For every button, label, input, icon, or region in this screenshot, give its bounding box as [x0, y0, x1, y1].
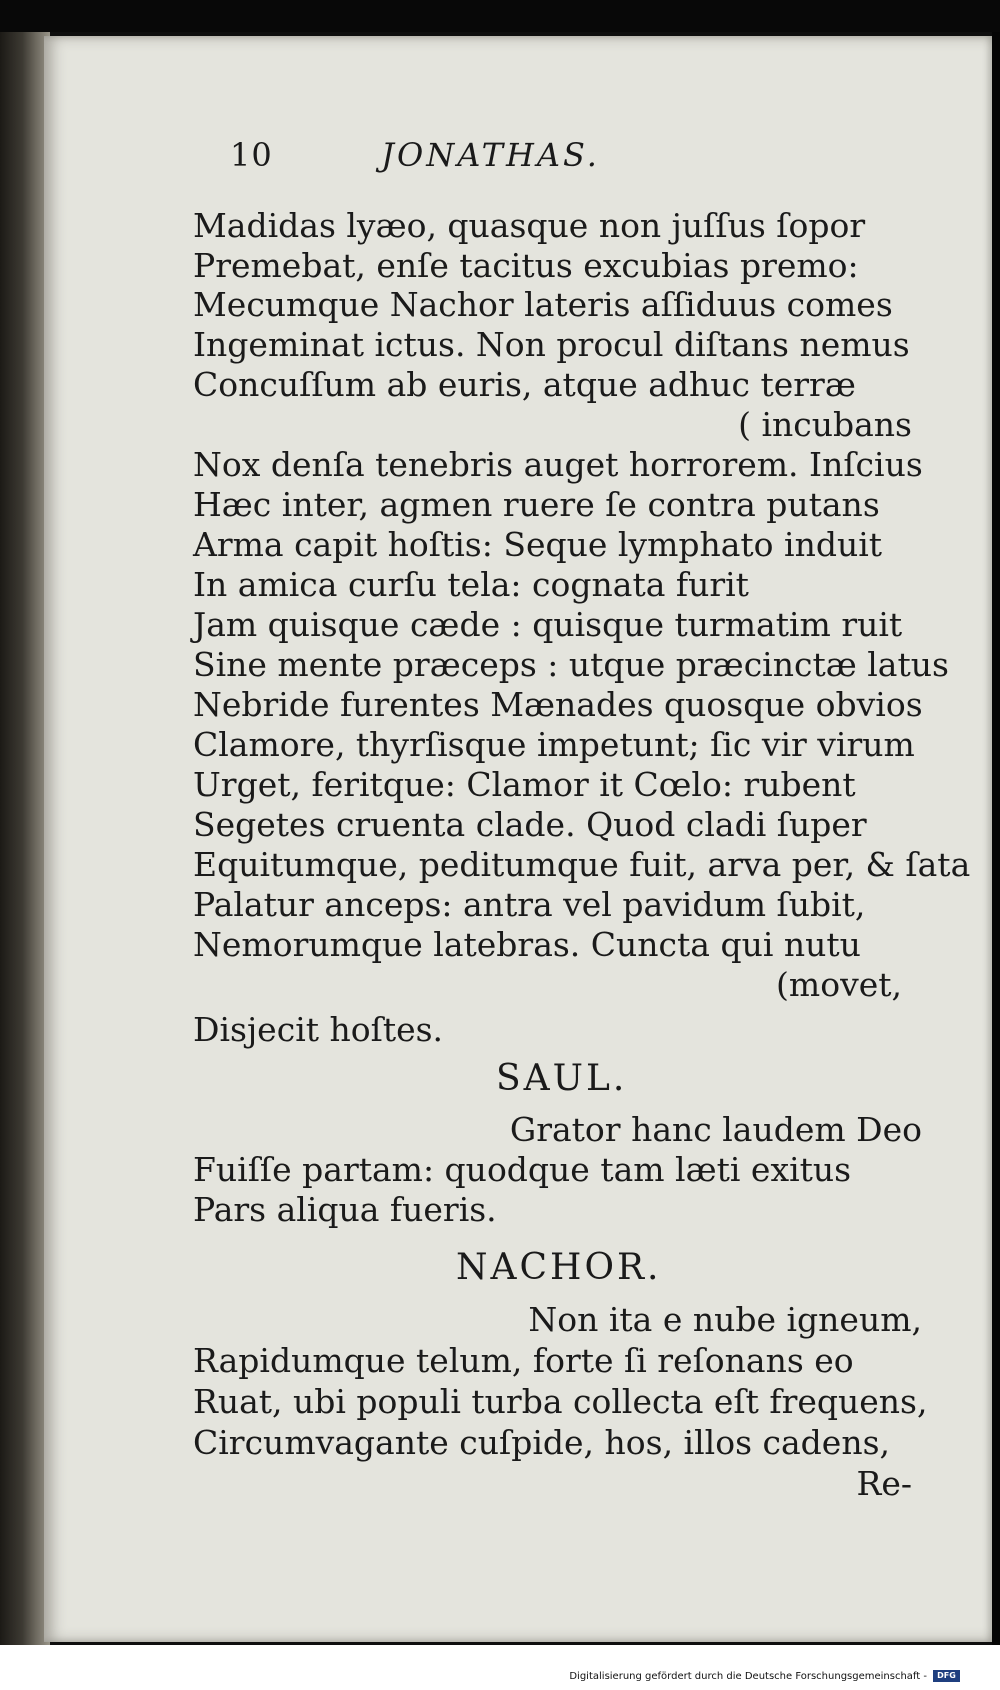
- page-text: [44, 36, 992, 1642]
- verse-line: Hæc inter, agmen ruere ſe contra putans: [193, 485, 880, 524]
- speaker-heading-saul: SAUL.: [496, 1058, 628, 1099]
- book-spine: [0, 32, 50, 1645]
- verse-line: Rapidumque telum, forte ſi reſonans eo: [193, 1341, 854, 1380]
- verse-line: Disjecit hoſtes.: [193, 1010, 444, 1049]
- verse-line: Fuiſſe partam: quodque tam læti exitus: [193, 1150, 852, 1189]
- verse-line: Clamore, thyrſisque impetunt; ſic vir virum: [193, 725, 915, 764]
- verse-line: Nebride furentes Mænades quosque obvios: [193, 685, 923, 724]
- verse-line: Nox denſa tenebris auget horrorem. Inſcius: [193, 445, 923, 484]
- scan-background-right: [992, 32, 1000, 1645]
- page-number: 10: [230, 136, 273, 174]
- verse-line: Madidas lyæo, quasque non juſſus ſopor: [193, 206, 866, 245]
- verse-line: Mecumque Nachor lateris aſſiduus comes: [193, 285, 893, 324]
- verse-line: Equitumque, peditumque fuit, arva per, & ſata: [193, 845, 971, 884]
- verse-line: Grator hanc laudem Deo: [509, 1110, 922, 1149]
- page-header: [230, 136, 600, 174]
- verse-line: Pars aliqua fueris.: [193, 1190, 497, 1229]
- credit-text: Digitalisierung gefördert durch die Deutsche Forschungsgemeinschaft -: [569, 1670, 927, 1682]
- verse-line: Non ita e nube igneum,: [528, 1300, 922, 1339]
- verse-line: Nemorumque latebras. Cuncta qui nutu: [193, 925, 861, 964]
- digitization-credit: [569, 1668, 960, 1684]
- verse-line: Urget, feritque: Clamor it Cœlo: rubent: [193, 765, 856, 804]
- verse-line: Ingeminat ictus. Non procul diſtans nemus: [193, 325, 910, 364]
- verse-line-turnover: ( incubans: [738, 405, 912, 444]
- verse-line: Segetes cruenta clade. Quod cladi ſuper: [193, 805, 867, 844]
- book-page: [44, 36, 992, 1642]
- verse-line: Arma capit hoſtis: Seque lymphato induit: [193, 525, 883, 564]
- verse-line: Concuſſum ab euris, atque adhuc terræ: [193, 365, 856, 404]
- verse-line: Circumvagante cuſpide, hos, illos cadens,: [193, 1423, 890, 1462]
- verse-line: Jam quisque cæde : quisque turmatim ruit: [193, 605, 903, 644]
- verse-line: Sine mente præceps : utque præcinctæ latus: [193, 645, 949, 684]
- verse-line: Palatur anceps: antra vel pavidum ſubit,: [193, 885, 866, 924]
- scan-background-top: [0, 0, 1000, 32]
- speaker-heading-nachor: NACHOR.: [456, 1247, 662, 1288]
- dfg-logo: DFG: [933, 1670, 960, 1682]
- catchword: Re-: [856, 1464, 912, 1503]
- verse-line: Ruat, ubi populi turba collecta eſt frequens,: [193, 1382, 928, 1421]
- verse-line: Premebat, enſe tacitus excubias premo:: [193, 246, 859, 285]
- verse-line-turnover: (movet,: [776, 965, 902, 1004]
- running-title: JONATHAS.: [381, 136, 600, 174]
- verse-line: In amica curſu tela: cognata furit: [193, 565, 749, 604]
